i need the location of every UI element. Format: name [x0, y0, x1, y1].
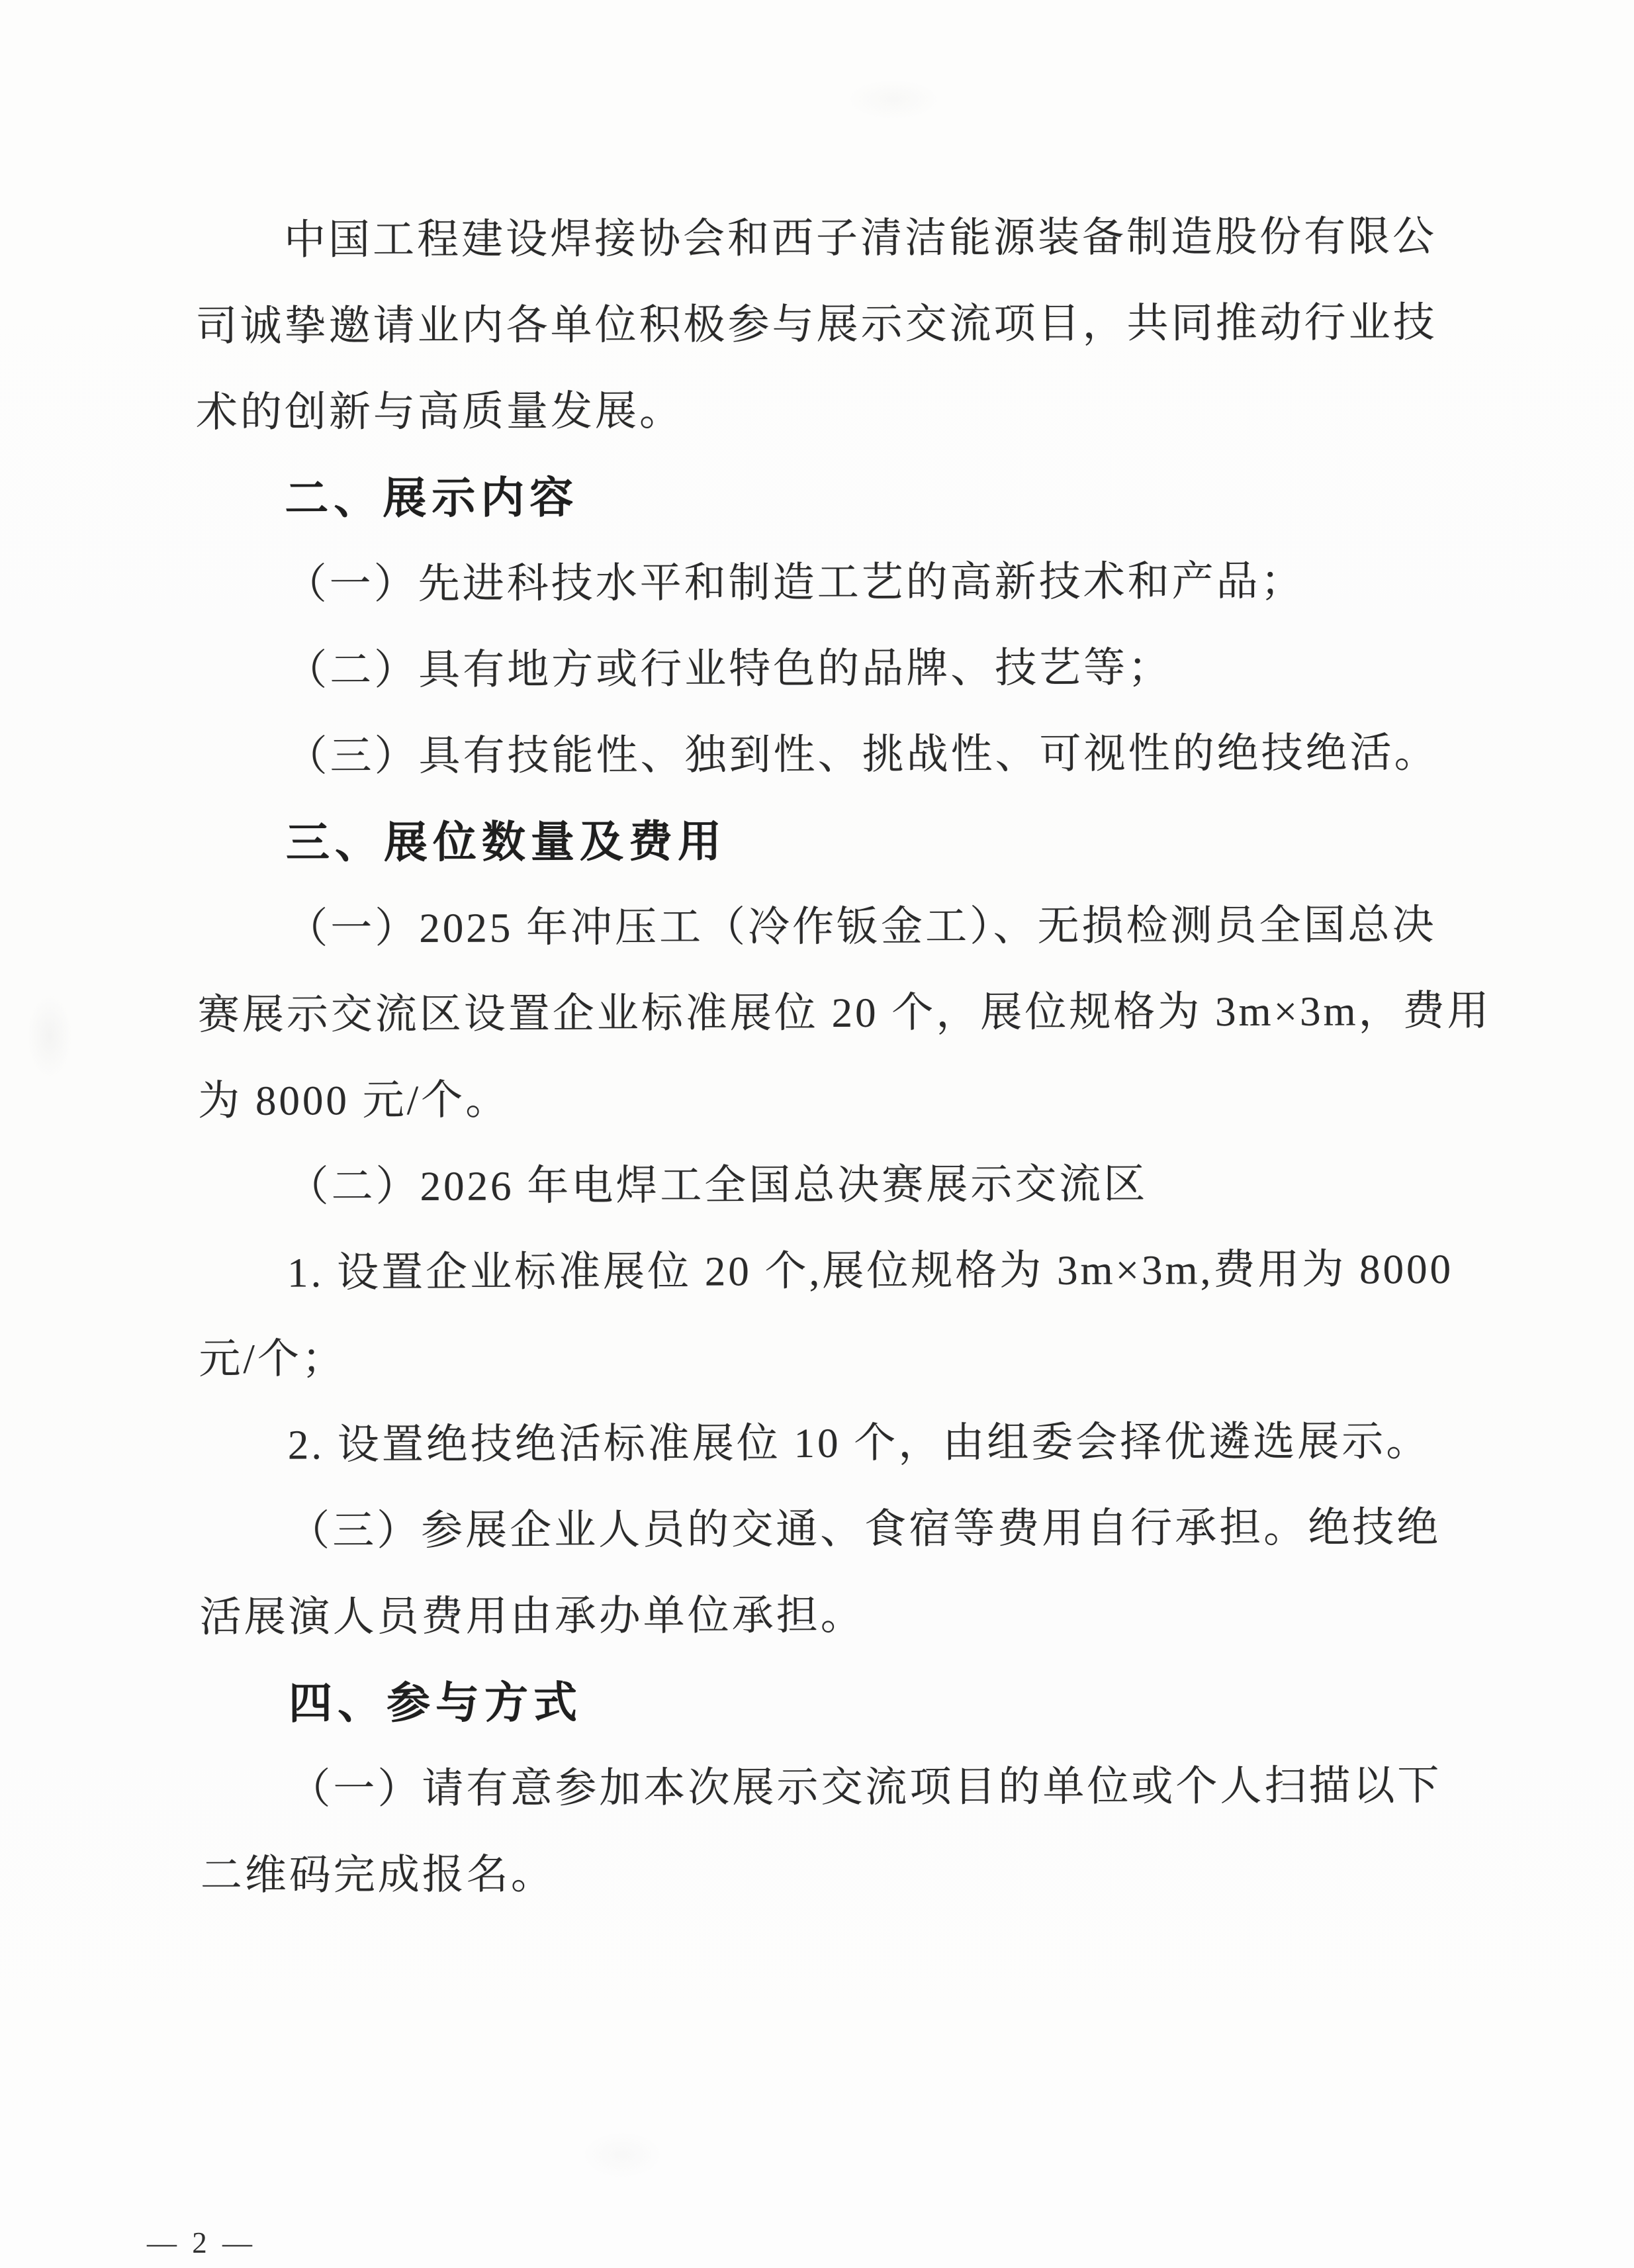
participation-item-1-line-1: （一）请有意参加本次展示交流项目的单位或个人扫描以下 [289, 1762, 1442, 1813]
scan-artifact [26, 993, 73, 1079]
scan-artifact [582, 2132, 662, 2178]
display-content-item-1: （一）先进科技水平和制造工艺的高新技术和产品； [285, 557, 1305, 608]
participation-item-1-line-2: 二维码完成报名。 [200, 1851, 555, 1899]
booths-fees-item-2-sub-2: 2. 设置绝技绝活标准展位 10 个，由组委会择优遴选展示。 [287, 1418, 1431, 1468]
display-content-item-2: （二）具有地方或行业特色的品牌、技艺等； [285, 644, 1173, 694]
booths-fees-item-2-sub-1-line-1: 1. 设置企业标准展位 20 个,展位规格为 3m×3m,费用为 8000 [287, 1246, 1454, 1296]
scan-artifact [847, 79, 940, 119]
intro-line-1: 中国工程建设焊接协会和西子清洁能源装备制造股份有限公 [283, 213, 1437, 263]
booths-fees-item-3-line-2: 活展演人员费用由承办单位承担。 [199, 1591, 865, 1640]
page-number: — 2 — [147, 2226, 256, 2259]
section-heading-display-content: 二、展示内容 [285, 473, 579, 523]
booths-fees-item-1-line-3: 为 8000 元/个。 [198, 1076, 510, 1124]
intro-line-2: 司诚挚邀请业内各单位积极参与展示交流项目，共同推动行业技 [195, 299, 1437, 350]
booths-fees-item-2-sub-1-line-2: 元/个； [199, 1335, 347, 1382]
document-body [195, 213, 1492, 1940]
display-content-item-3: （三）具有技能性、独到性、挑战性、可视性的绝技绝活。 [285, 730, 1439, 780]
section-heading-participation: 四、参与方式 [288, 1677, 583, 1728]
booths-fees-item-1-line-2: 赛展示交流区设置企业标准展位 20 个，展位规格为 3m×3m，费用 [197, 987, 1492, 1038]
section-heading-booths-fees: 三、展位数量及费用 [285, 816, 727, 867]
intro-line-3: 术的创新与高质量发展。 [195, 387, 684, 436]
page-footer [147, 2226, 256, 2260]
booths-fees-item-1-line-1: （一）2025 年冲压工（冷作钣金工）、无损检测员全国总决 [286, 902, 1437, 952]
booths-fees-item-3-line-1: （三）参展企业人员的交通、食宿等费用自行承担。绝技绝 [288, 1504, 1441, 1554]
booths-fees-item-2: （二）2026 年电焊工全国总决赛展示交流区 [287, 1160, 1148, 1210]
